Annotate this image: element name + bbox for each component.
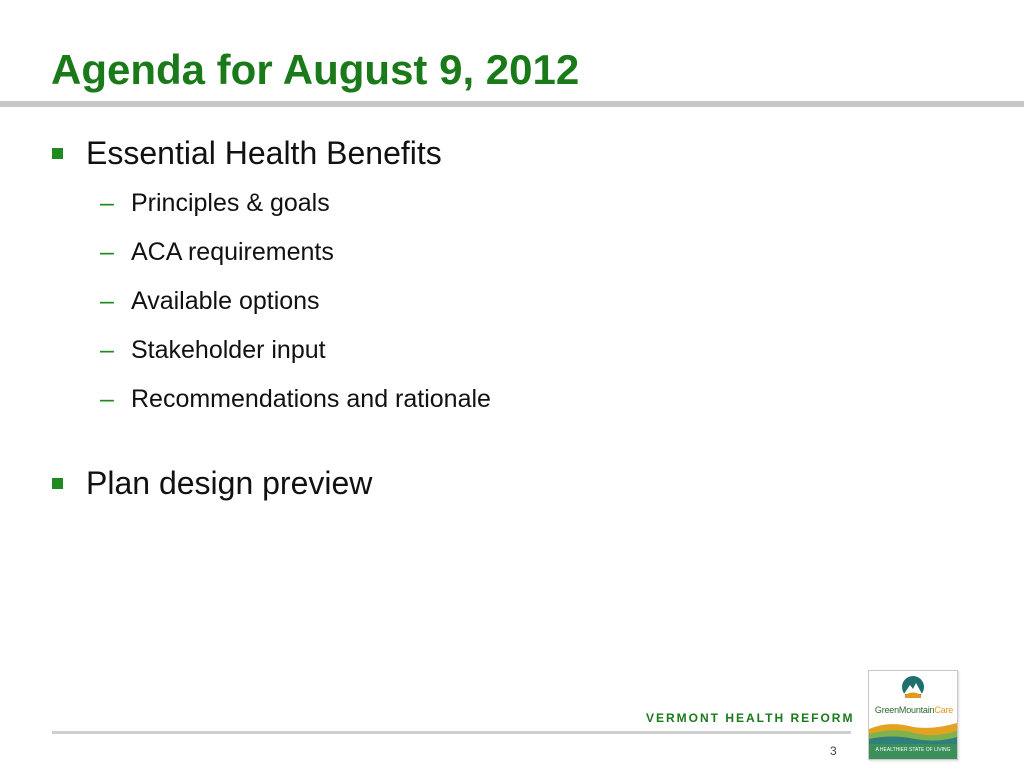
bullet-item — [52, 465, 372, 502]
logo-wordmark: GreenMountainCare — [874, 705, 954, 715]
footer-divider — [52, 731, 851, 734]
green-mountain-care-logo — [868, 670, 958, 760]
page-number: 3 — [830, 744, 837, 758]
bullet-item — [52, 135, 442, 172]
sub-bullet-item — [100, 336, 326, 365]
sub-bullet-text: Principles & goals — [131, 189, 330, 217]
bullet-text: Plan design preview — [86, 465, 373, 501]
dash-bullet-icon: – — [100, 287, 114, 315]
sub-bullet-item — [100, 238, 334, 267]
sub-bullet-text: ACA requirements — [131, 238, 334, 266]
sub-bullet-text: Available options — [131, 287, 320, 315]
dash-bullet-icon: – — [100, 336, 114, 364]
mountain-logo-icon — [869, 671, 957, 759]
footer-label: VERMONT HEALTH REFORM — [646, 711, 855, 725]
sub-bullet-text: Stakeholder input — [131, 336, 326, 364]
sub-bullet-item — [100, 385, 491, 414]
sub-bullet-item — [100, 287, 320, 316]
sub-bullet-item — [100, 189, 330, 218]
slide-title: Agenda for August 9, 2012 — [51, 46, 580, 93]
dash-bullet-icon: – — [100, 385, 114, 413]
square-bullet-icon — [52, 478, 63, 489]
bullet-text: Essential Health Benefits — [86, 135, 442, 171]
square-bullet-icon — [52, 148, 63, 159]
sub-bullet-text: Recommendations and rationale — [131, 385, 491, 413]
dash-bullet-icon: – — [100, 189, 114, 217]
logo-tagline: A HEALTHIER STATE OF LIVING — [875, 747, 951, 753]
dash-bullet-icon: – — [100, 238, 114, 266]
